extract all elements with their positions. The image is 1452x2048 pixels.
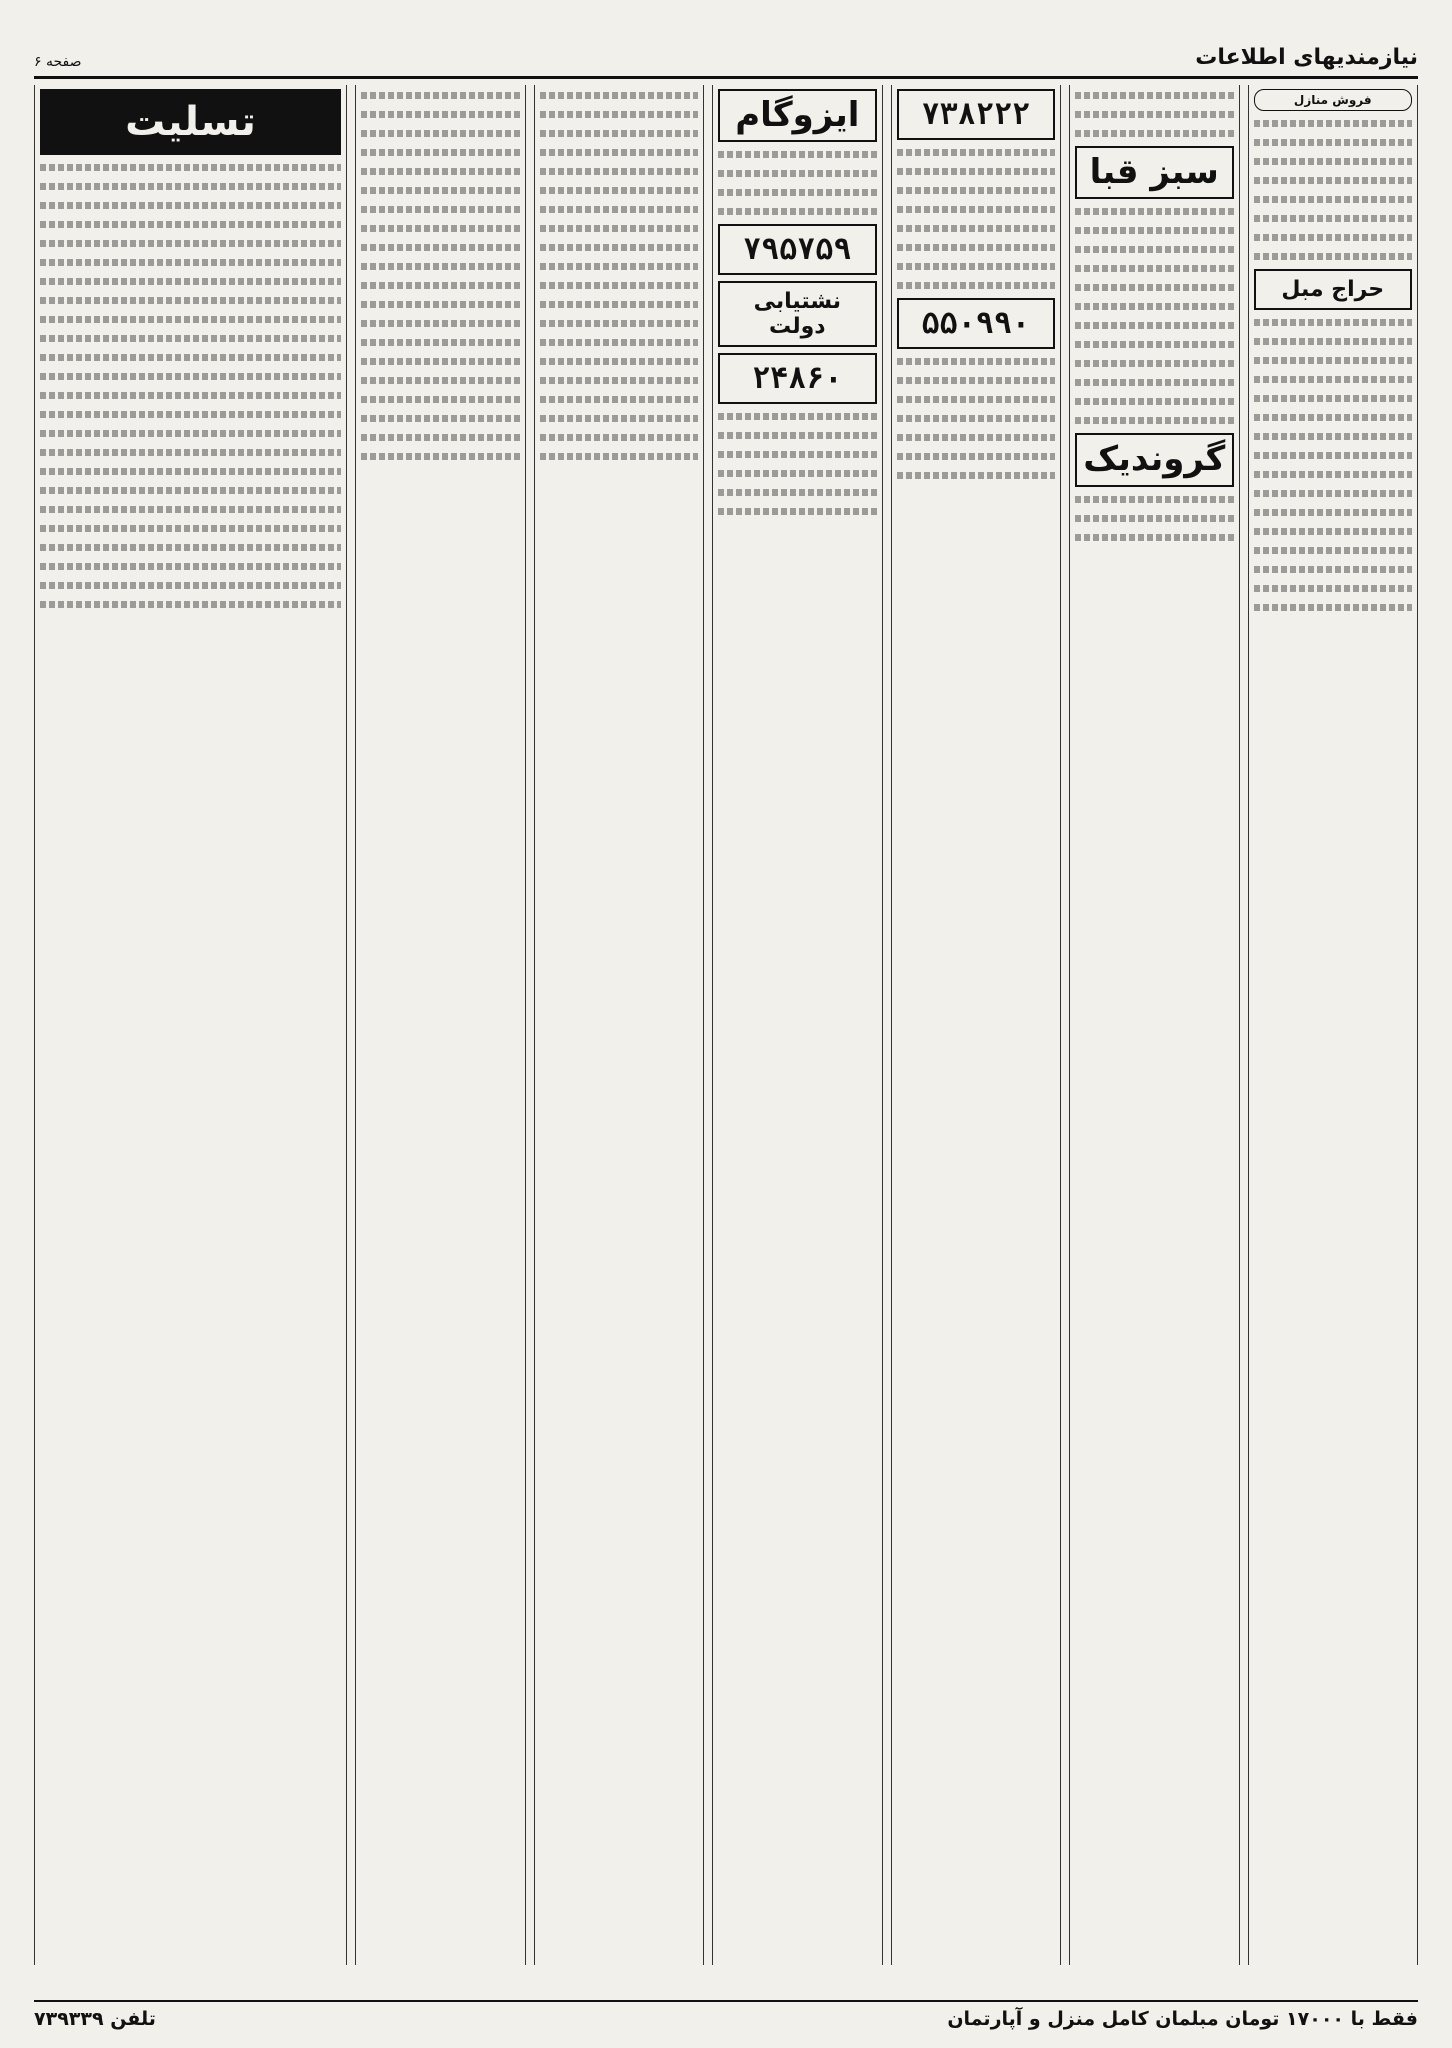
classified-columns bbox=[34, 85, 1418, 1965]
category-label: فروش منازل bbox=[1254, 89, 1412, 111]
footer-text: فقط با ۱۷۰۰۰ تومان مبلمان کامل منزل و آپارتمان bbox=[947, 2008, 1418, 2030]
ad-box-phone-795759: ۷۹۵۷۵۹ bbox=[718, 224, 876, 275]
footer-ad bbox=[34, 2000, 1418, 2030]
ad-box-nashtbabi: نشتیابی دولت bbox=[718, 281, 876, 347]
column-1 bbox=[1248, 85, 1418, 1965]
column-5 bbox=[534, 85, 704, 1965]
condolences-title: تسلیت bbox=[40, 89, 341, 155]
ad-box-izogam: ایزوگام bbox=[718, 89, 876, 142]
ad-box-phone-550990: ۵۵۰۹۹۰ bbox=[897, 298, 1055, 349]
condolences-column bbox=[34, 85, 347, 1965]
footer-phone: تلفن ۷۳۹۳۳۹ bbox=[34, 2008, 156, 2030]
ad-box: حراج مبل bbox=[1254, 269, 1412, 310]
page-number: صفحه ۶ bbox=[34, 54, 82, 70]
column-2 bbox=[1069, 85, 1239, 1965]
column-6 bbox=[355, 85, 525, 1965]
page-header bbox=[34, 36, 1418, 79]
page-title: نیازمندیهای اطلاعات bbox=[1195, 45, 1418, 70]
ad-box-phone-24860: ۲۴۸۶۰ bbox=[718, 353, 876, 404]
ad-box-sabz-gaba: سبز قبا bbox=[1075, 146, 1233, 199]
column-3 bbox=[891, 85, 1061, 1965]
column-4 bbox=[712, 85, 882, 1965]
ad-box-grundig: گروندیک bbox=[1075, 433, 1233, 486]
ad-box-phone-738222: ۷۳۸۲۲۲ bbox=[897, 89, 1055, 140]
